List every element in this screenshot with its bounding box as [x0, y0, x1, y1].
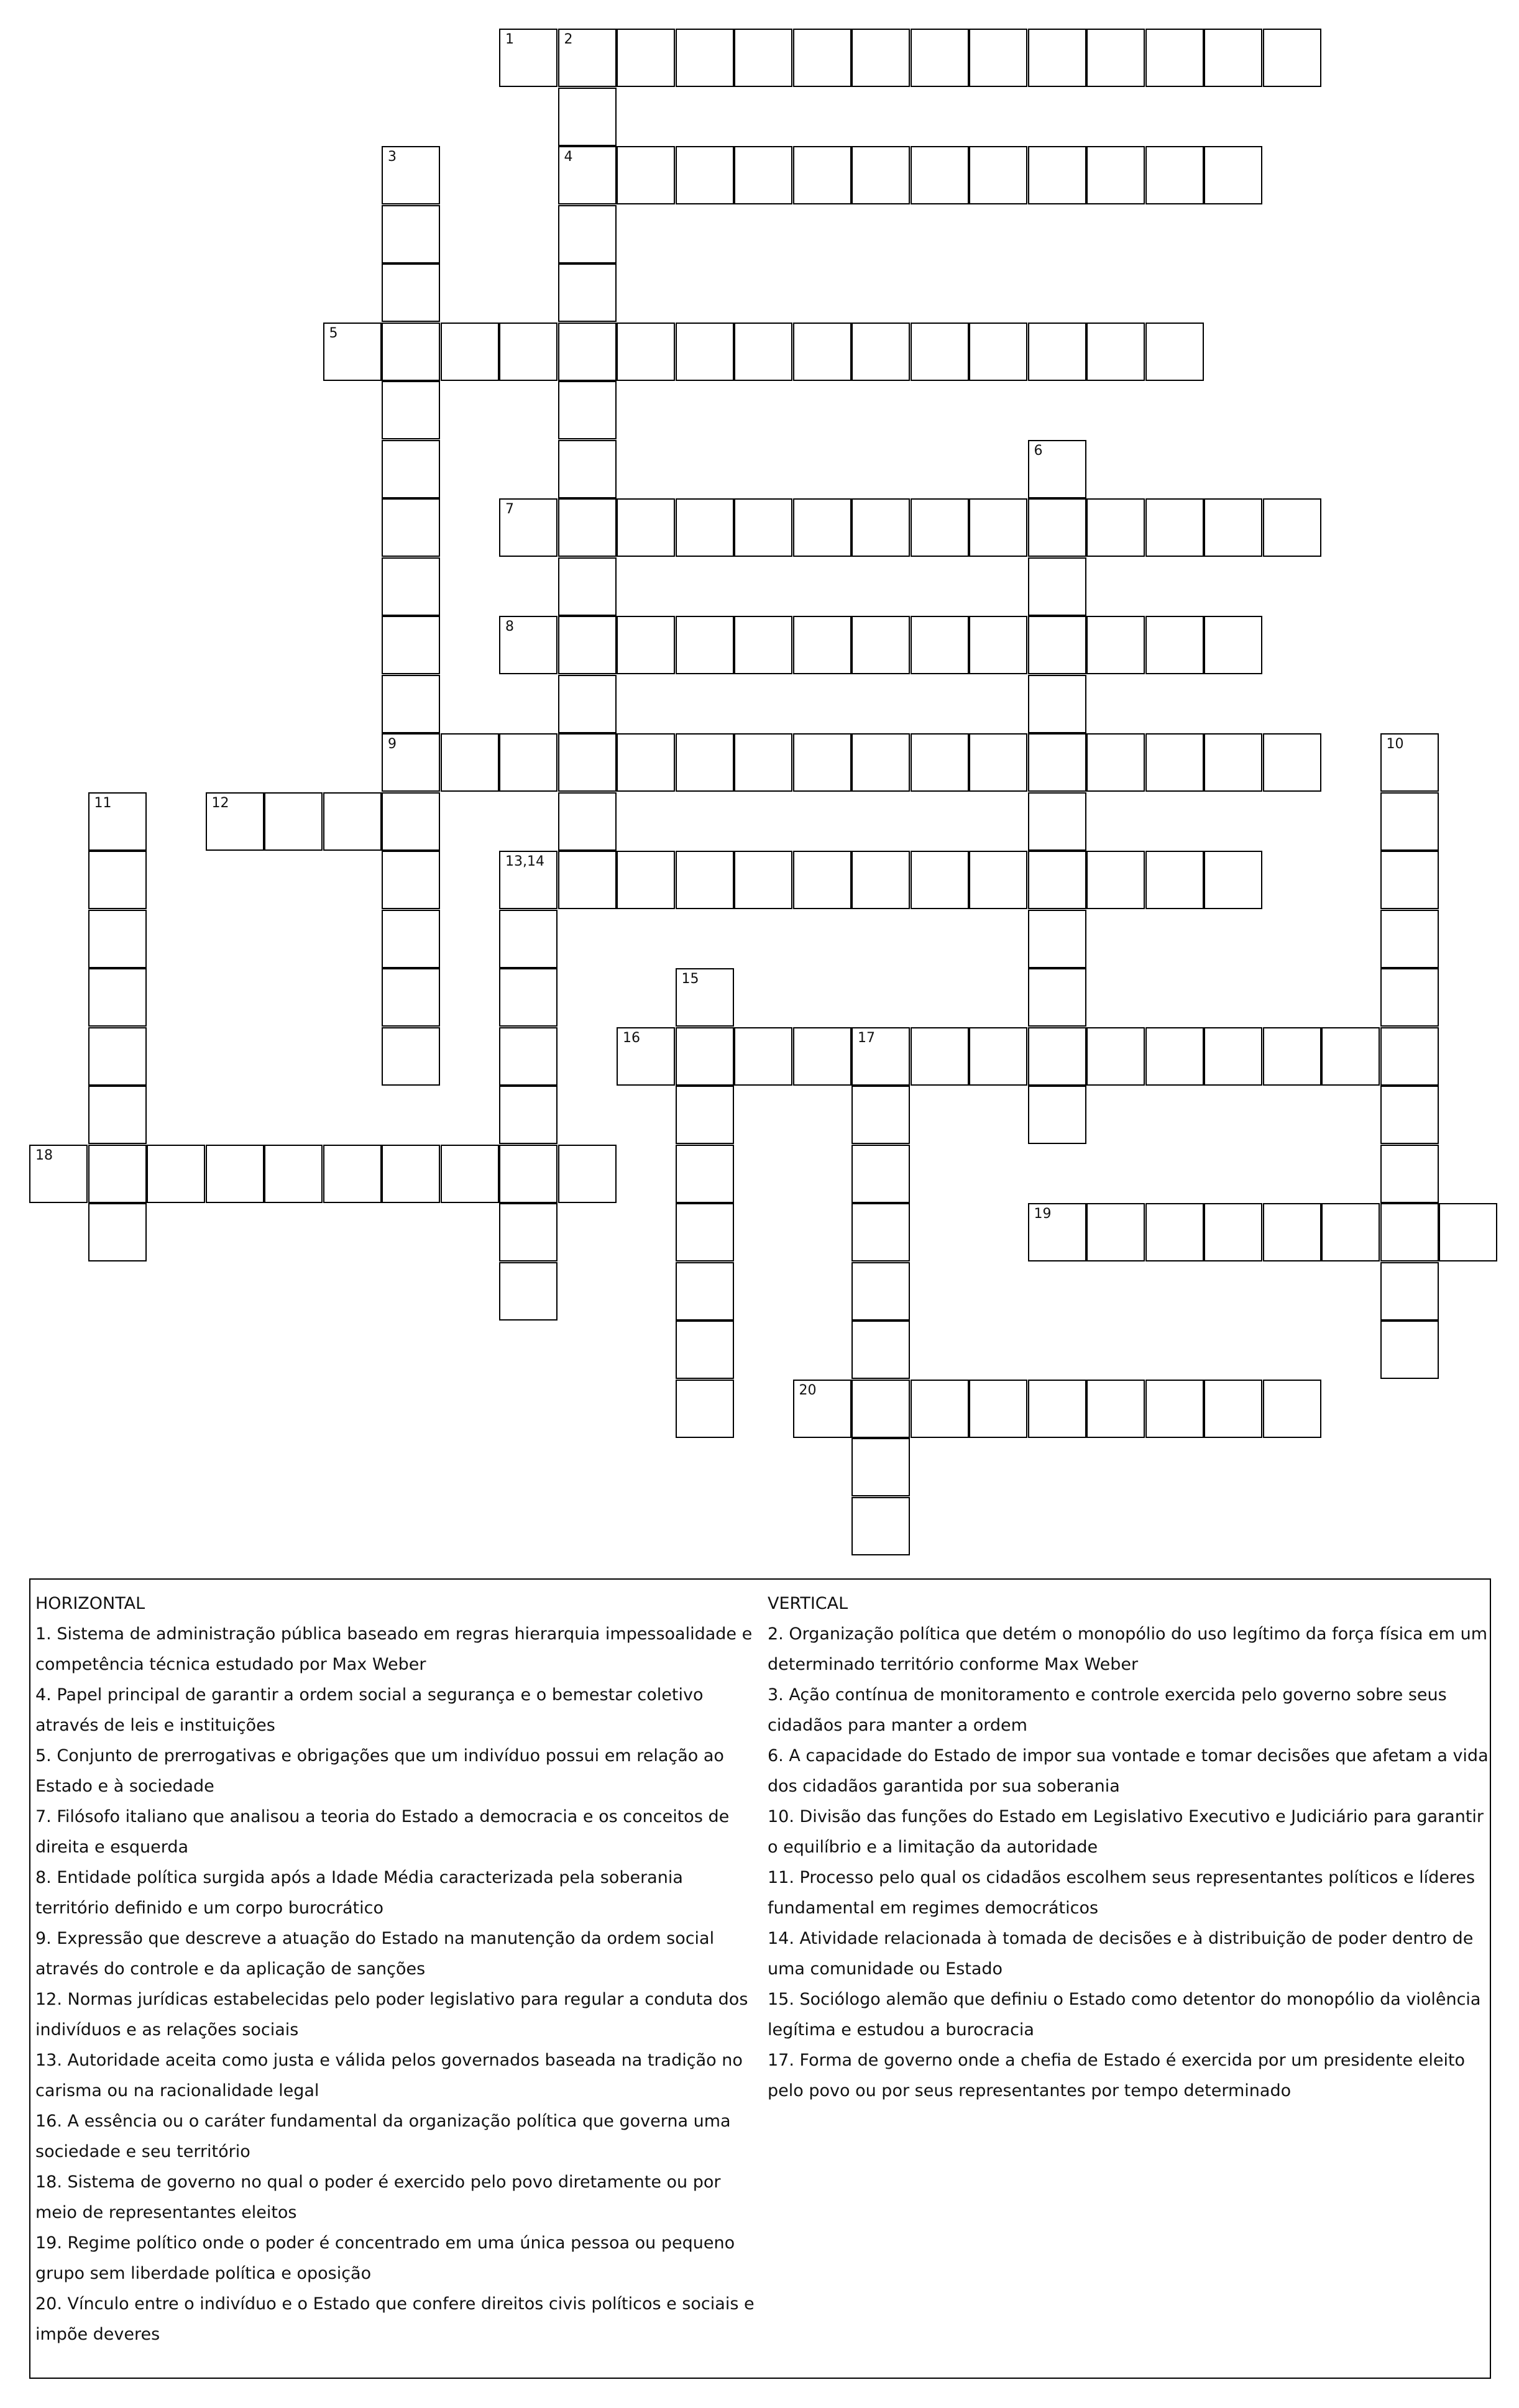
- grid-cell[interactable]: [1028, 29, 1086, 87]
- grid-cell[interactable]: [382, 263, 440, 322]
- grid-cell[interactable]: [851, 851, 910, 909]
- clue-number: 18: [35, 1147, 53, 1163]
- grid-cell[interactable]: [382, 146, 440, 204]
- grid-cell[interactable]: [88, 1027, 147, 1086]
- grid-cell[interactable]: [969, 616, 1027, 674]
- grid-cell[interactable]: [1145, 851, 1204, 909]
- grid-cell[interactable]: [1086, 498, 1145, 557]
- grid-cell[interactable]: [1204, 29, 1262, 87]
- clue-across-8: 8. Entidade política surgida após a Idade Média caracterizada pela soberania território definido e um corpo burocrático: [35, 1868, 683, 1918]
- clue-across-19: 19. Regime político onde o poder é concentrado em uma única pessoa ou pequeno grupo sem liberdade política e oposição: [35, 2233, 735, 2283]
- grid-cell[interactable]: [323, 792, 382, 851]
- grid-cell[interactable]: [793, 616, 851, 674]
- vertical-title: VERTICAL: [768, 1594, 848, 1613]
- grid-cell[interactable]: [499, 498, 558, 557]
- grid-cell[interactable]: [617, 29, 675, 87]
- grid-cell[interactable]: [1086, 1027, 1145, 1086]
- grid-cell[interactable]: [1263, 29, 1321, 87]
- grid-cell[interactable]: [558, 1145, 617, 1203]
- grid-cell[interactable]: [1380, 1027, 1439, 1086]
- grid-cell[interactable]: [1145, 29, 1204, 87]
- grid-cell[interactable]: [382, 968, 440, 1027]
- grid-cell[interactable]: [676, 498, 734, 557]
- grid-cell[interactable]: [734, 851, 792, 909]
- grid-cell[interactable]: [558, 557, 617, 616]
- clue-down-2: 2. Organização política que detém o monopólio do uso legítimo da força física em um determinado território conforme Max Weber: [768, 1624, 1488, 1674]
- grid-cell[interactable]: [1086, 1203, 1145, 1261]
- grid-cell[interactable]: [264, 1145, 323, 1203]
- grid-cell[interactable]: [851, 1086, 910, 1144]
- grid-cell[interactable]: [558, 263, 617, 322]
- grid-cell[interactable]: [676, 1321, 734, 1379]
- clue-number: 2: [564, 32, 573, 47]
- grid-cell[interactable]: [1145, 733, 1204, 792]
- clue-number: 20: [799, 1382, 817, 1398]
- grid-cell[interactable]: [499, 1027, 558, 1086]
- grid-cell[interactable]: [382, 323, 440, 381]
- clue-number: 1: [505, 32, 514, 47]
- grid-cell[interactable]: [499, 851, 558, 909]
- grid-cell[interactable]: [147, 1145, 205, 1203]
- grid-cell[interactable]: [499, 733, 558, 792]
- grid-cell[interactable]: [1204, 616, 1262, 674]
- grid-cell[interactable]: [382, 498, 440, 557]
- grid-cell[interactable]: [676, 733, 734, 792]
- grid-cell[interactable]: [1380, 1203, 1439, 1261]
- grid-cell[interactable]: [851, 1145, 910, 1203]
- grid-cell[interactable]: [793, 29, 851, 87]
- clue-number: 15: [681, 971, 699, 987]
- grid-cell[interactable]: [676, 1380, 734, 1438]
- clue-across-13: 13. Autoridade aceita como justa e válida pelos governados baseada na tradição no carisma ou na racionalidade legal: [35, 2051, 743, 2100]
- grid-cell[interactable]: [851, 1438, 910, 1496]
- grid-cell[interactable]: [1145, 498, 1204, 557]
- grid-cell[interactable]: [1380, 968, 1439, 1027]
- grid-cell[interactable]: [558, 498, 617, 557]
- horizontal-clues: [35, 1588, 756, 2350]
- grid-cell[interactable]: [969, 1380, 1027, 1438]
- clue-across-4: 4. Papel principal de garantir a ordem social a segurança e o bemestar coletivo através de leis e instituições: [35, 1685, 704, 1735]
- grid-cell[interactable]: [911, 1380, 969, 1438]
- grid-cell[interactable]: [1145, 1380, 1204, 1438]
- grid-cell[interactable]: [676, 968, 734, 1027]
- grid-cell[interactable]: [382, 675, 440, 733]
- grid-cell[interactable]: [1204, 146, 1262, 204]
- grid-cell[interactable]: [206, 792, 264, 851]
- grid-cell[interactable]: [734, 1027, 792, 1086]
- grid-cell[interactable]: [382, 733, 440, 792]
- grid-cell[interactable]: [911, 851, 969, 909]
- grid-cell[interactable]: [1028, 323, 1086, 381]
- grid-cell[interactable]: [441, 1145, 499, 1203]
- grid-cell[interactable]: [1204, 498, 1262, 557]
- grid-cell[interactable]: [911, 616, 969, 674]
- grid-cell[interactable]: [851, 1027, 910, 1086]
- grid-cell[interactable]: [969, 1027, 1027, 1086]
- grid-cell[interactable]: [793, 733, 851, 792]
- grid-cell[interactable]: [676, 323, 734, 381]
- grid-cell[interactable]: [676, 1086, 734, 1144]
- grid-cell[interactable]: [1145, 1027, 1204, 1086]
- grid-cell[interactable]: [1380, 910, 1439, 968]
- grid-cell[interactable]: [499, 1086, 558, 1144]
- grid-cell[interactable]: [1028, 733, 1086, 792]
- grid-cell[interactable]: [558, 146, 617, 204]
- grid-cell[interactable]: [1086, 146, 1145, 204]
- grid-cell[interactable]: [1263, 1380, 1321, 1438]
- grid-cell[interactable]: [1086, 1380, 1145, 1438]
- grid-cell[interactable]: [911, 498, 969, 557]
- grid-cell[interactable]: [558, 616, 617, 674]
- grid-cell[interactable]: [969, 323, 1027, 381]
- grid-cell[interactable]: [1028, 557, 1086, 616]
- clue-across-5: 5. Conjunto de prerrogativas e obrigações que um indivíduo possui em relação ao Estado e à sociedade: [35, 1746, 724, 1796]
- grid-cell[interactable]: [1380, 851, 1439, 909]
- grid-cell[interactable]: [969, 733, 1027, 792]
- grid-cell[interactable]: [1028, 1380, 1086, 1438]
- horizontal-title: HORIZONTAL: [35, 1594, 145, 1613]
- grid-cell[interactable]: [1204, 733, 1262, 792]
- grid-cell[interactable]: [1028, 910, 1086, 968]
- grid-cell[interactable]: [969, 146, 1027, 204]
- grid-cell[interactable]: [676, 616, 734, 674]
- grid-cell[interactable]: [851, 1203, 910, 1261]
- grid-cell[interactable]: [1086, 323, 1145, 381]
- grid-cell[interactable]: [793, 851, 851, 909]
- grid-cell[interactable]: [969, 851, 1027, 909]
- grid-cell[interactable]: [1380, 733, 1439, 792]
- grid-cell[interactable]: [676, 1145, 734, 1203]
- grid-cell[interactable]: [1380, 1086, 1439, 1144]
- grid-cell[interactable]: [851, 1262, 910, 1321]
- grid-cell[interactable]: [1028, 1027, 1086, 1086]
- grid-cell[interactable]: [617, 146, 675, 204]
- grid-cell[interactable]: [88, 792, 147, 851]
- vertical-clues: [768, 1588, 1489, 2106]
- grid-cell[interactable]: [734, 498, 792, 557]
- clue-down-17: 17. Forma de governo onde a chefia de Estado é exercida por um presidente eleito pelo povo ou por seus representantes por tempo determinado: [768, 2051, 1466, 2100]
- grid-cell[interactable]: [558, 792, 617, 851]
- clue-number: 7: [505, 501, 514, 517]
- clue-across-7: 7. Filósofo italiano que analisou a teoria do Estado a democracia e os conceitos de direita e esquerda: [35, 1807, 730, 1857]
- grid-cell[interactable]: [88, 851, 147, 909]
- grid-cell[interactable]: [676, 851, 734, 909]
- clue-across-9: 9. Expressão que descreve a atuação do Estado na manutenção da ordem social através do controle e da aplicação de sanções: [35, 1929, 715, 1979]
- grid-cell[interactable]: [1204, 1380, 1262, 1438]
- grid-cell[interactable]: [382, 1145, 440, 1203]
- grid-cell[interactable]: [323, 1145, 382, 1203]
- grid-cell[interactable]: [1321, 1203, 1380, 1261]
- grid-cell[interactable]: [1145, 146, 1204, 204]
- clue-down-3: 3. Ação contínua de monitoramento e controle exercida pelo governo sobre seus cidadãos para manter a ordem: [768, 1685, 1447, 1735]
- grid-cell[interactable]: [1380, 1145, 1439, 1203]
- grid-cell[interactable]: [1204, 1203, 1262, 1261]
- grid-cell[interactable]: [1263, 733, 1321, 792]
- grid-cell[interactable]: [558, 88, 617, 146]
- clue-down-14: 14. Atividade relacionada à tomada de decisões e à distribuição de poder dentro de uma comunidade ou Estado: [768, 1929, 1474, 1979]
- grid-cell[interactable]: [676, 146, 734, 204]
- clue-down-6: 6. A capacidade do Estado de impor sua vontade e tomar decisões que afetam a vida dos cidadãos garantida por sua soberania: [768, 1746, 1489, 1796]
- grid-cell[interactable]: [1028, 498, 1086, 557]
- grid-cell[interactable]: [441, 323, 499, 381]
- grid-cell[interactable]: [1439, 1203, 1497, 1261]
- grid-cell[interactable]: [88, 910, 147, 968]
- clue-number: 8: [505, 619, 514, 634]
- grid-cell[interactable]: [734, 29, 792, 87]
- clue-number: 4: [564, 149, 573, 165]
- grid-cell[interactable]: [88, 1203, 147, 1261]
- grid-cell[interactable]: [911, 733, 969, 792]
- grid-cell[interactable]: [851, 1380, 910, 1438]
- grid-cell[interactable]: [1321, 1027, 1380, 1086]
- grid-cell[interactable]: [382, 557, 440, 616]
- grid-cell[interactable]: [1028, 1203, 1086, 1261]
- grid-cell[interactable]: [1028, 851, 1086, 909]
- grid-cell[interactable]: [617, 616, 675, 674]
- grid-cell[interactable]: [676, 1027, 734, 1086]
- grid-cell[interactable]: [382, 851, 440, 909]
- grid-cell[interactable]: [382, 440, 440, 498]
- grid-cell[interactable]: [1028, 440, 1086, 498]
- grid-cell[interactable]: [206, 1145, 264, 1203]
- grid-cell[interactable]: [88, 968, 147, 1027]
- grid-cell[interactable]: [558, 733, 617, 792]
- grid-cell[interactable]: [499, 910, 558, 968]
- grid-cell[interactable]: [851, 146, 910, 204]
- clue-number: 3: [388, 149, 397, 165]
- grid-cell[interactable]: [617, 498, 675, 557]
- grid-cell[interactable]: [1028, 1086, 1086, 1144]
- grid-cell[interactable]: [793, 323, 851, 381]
- grid-cell[interactable]: [617, 323, 675, 381]
- grid-cell[interactable]: [88, 1086, 147, 1144]
- grid-cell[interactable]: [911, 1027, 969, 1086]
- clue-number: 13,14: [505, 854, 544, 869]
- grid-cell[interactable]: [793, 146, 851, 204]
- grid-cell[interactable]: [793, 498, 851, 557]
- grid-cell[interactable]: [499, 616, 558, 674]
- grid-cell[interactable]: [1028, 675, 1086, 733]
- grid-cell[interactable]: [851, 616, 910, 674]
- grid-cell[interactable]: [382, 1027, 440, 1086]
- grid-cell[interactable]: [617, 851, 675, 909]
- grid-cell[interactable]: [382, 381, 440, 439]
- grid-cell[interactable]: [558, 323, 617, 381]
- grid-cell[interactable]: [911, 146, 969, 204]
- grid-cell[interactable]: [911, 29, 969, 87]
- grid-cell[interactable]: [29, 1145, 88, 1203]
- grid-cell[interactable]: [851, 1321, 910, 1379]
- clue-number: 19: [1034, 1206, 1052, 1222]
- grid-cell[interactable]: [851, 1497, 910, 1555]
- grid-cell[interactable]: [1204, 1027, 1262, 1086]
- grid-cell[interactable]: [793, 1380, 851, 1438]
- grid-cell[interactable]: [1028, 616, 1086, 674]
- grid-cell[interactable]: [558, 440, 617, 498]
- grid-cell[interactable]: [734, 323, 792, 381]
- grid-cell[interactable]: [676, 1262, 734, 1321]
- clue-number: 6: [1034, 442, 1043, 459]
- grid-cell[interactable]: [382, 205, 440, 263]
- grid-cell[interactable]: [558, 381, 617, 439]
- clue-number: 12: [211, 795, 229, 811]
- grid-cell[interactable]: [1145, 616, 1204, 674]
- grid-cell[interactable]: [499, 968, 558, 1027]
- grid-cell[interactable]: [1086, 851, 1145, 909]
- grid-cell[interactable]: [1263, 1203, 1321, 1261]
- grid-cell[interactable]: [851, 29, 910, 87]
- grid-cell[interactable]: [1204, 851, 1262, 909]
- grid-cell[interactable]: [1145, 323, 1204, 381]
- grid-cell[interactable]: [1380, 792, 1439, 851]
- clue-number: 17: [858, 1030, 875, 1046]
- grid-cell[interactable]: [969, 29, 1027, 87]
- grid-cell[interactable]: [88, 1145, 147, 1203]
- grid-cell[interactable]: [441, 733, 499, 792]
- grid-cell[interactable]: [676, 1203, 734, 1261]
- grid-cell[interactable]: [382, 792, 440, 851]
- grid-cell[interactable]: [1380, 1321, 1439, 1379]
- grid-cell[interactable]: [558, 851, 617, 909]
- clue-across-1: 1. Sistema de administração pública baseado em regras hierarquia impessoalidade e competência técnica estudado por Max Weber: [35, 1624, 753, 1674]
- grid-cell[interactable]: [734, 146, 792, 204]
- clue-number: 16: [623, 1030, 640, 1046]
- grid-cell[interactable]: [1086, 29, 1145, 87]
- grid-cell[interactable]: [617, 733, 675, 792]
- grid-cell[interactable]: [851, 498, 910, 557]
- grid-cell[interactable]: [851, 323, 910, 381]
- grid-cell[interactable]: [734, 616, 792, 674]
- clue-number: 5: [329, 325, 338, 341]
- grid-cell[interactable]: [734, 733, 792, 792]
- grid-cell[interactable]: [1380, 1262, 1439, 1321]
- grid-cell[interactable]: [911, 323, 969, 381]
- grid-cell[interactable]: [1263, 498, 1321, 557]
- grid-cell[interactable]: [499, 1145, 558, 1203]
- grid-cell[interactable]: [969, 498, 1027, 557]
- clues-box: [29, 1578, 1491, 2379]
- grid-cell[interactable]: [1028, 146, 1086, 204]
- grid-cell[interactable]: [558, 205, 617, 263]
- clue-down-11: 11. Processo pelo qual os cidadãos escolhem seus representantes políticos e líderes fundamental em regimes democráticos: [768, 1868, 1475, 1918]
- grid-cell[interactable]: [1145, 1203, 1204, 1261]
- clue-down-15: 15. Sociólogo alemão que definiu o Estado como detentor do monopólio da violência legítima e estudou a burocracia: [768, 1990, 1481, 2039]
- grid-cell[interactable]: [793, 1027, 851, 1086]
- clue-number: 9: [388, 736, 397, 752]
- grid-cell[interactable]: [323, 323, 382, 381]
- grid-cell[interactable]: [382, 616, 440, 674]
- grid-cell[interactable]: [1086, 616, 1145, 674]
- grid-cell[interactable]: [264, 792, 323, 851]
- clue-number: 10: [1386, 736, 1404, 752]
- clue-across-12: 12. Normas jurídicas estabelecidas pelo poder legislativo para regular a conduta dos indivíduos e as relações sociais: [35, 1990, 748, 2039]
- grid-cell[interactable]: [499, 29, 558, 87]
- grid-cell[interactable]: [499, 323, 558, 381]
- grid-cell[interactable]: [558, 29, 617, 87]
- grid-cell[interactable]: [499, 1262, 558, 1321]
- grid-cell[interactable]: [1028, 968, 1086, 1027]
- grid-cell[interactable]: [499, 1203, 558, 1261]
- clue-across-18: 18. Sistema de governo no qual o poder é exercido pelo povo diretamente ou por meio de representantes eleitos: [35, 2172, 721, 2222]
- grid-cell[interactable]: [558, 675, 617, 733]
- grid-cell[interactable]: [1263, 1027, 1321, 1086]
- clue-number: 11: [94, 795, 112, 811]
- grid-cell[interactable]: [676, 29, 734, 87]
- grid-cell[interactable]: [382, 910, 440, 968]
- clue-across-16: 16. A essência ou o caráter fundamental da organização política que governa uma sociedade e seu território: [35, 2112, 731, 2161]
- grid-cell[interactable]: [1086, 733, 1145, 792]
- grid-cell[interactable]: [617, 1027, 675, 1086]
- grid-cell[interactable]: [851, 733, 910, 792]
- grid-cell[interactable]: [1028, 792, 1086, 851]
- clue-down-10: 10. Divisão das funções do Estado em Legislativo Executivo e Judiciário para garantir o equilíbrio e a limitação da autoridade: [768, 1807, 1484, 1857]
- clue-across-20: 20. Vínculo entre o indivíduo e o Estado que confere direitos civis políticos e sociais e impõe deveres: [35, 2294, 755, 2344]
